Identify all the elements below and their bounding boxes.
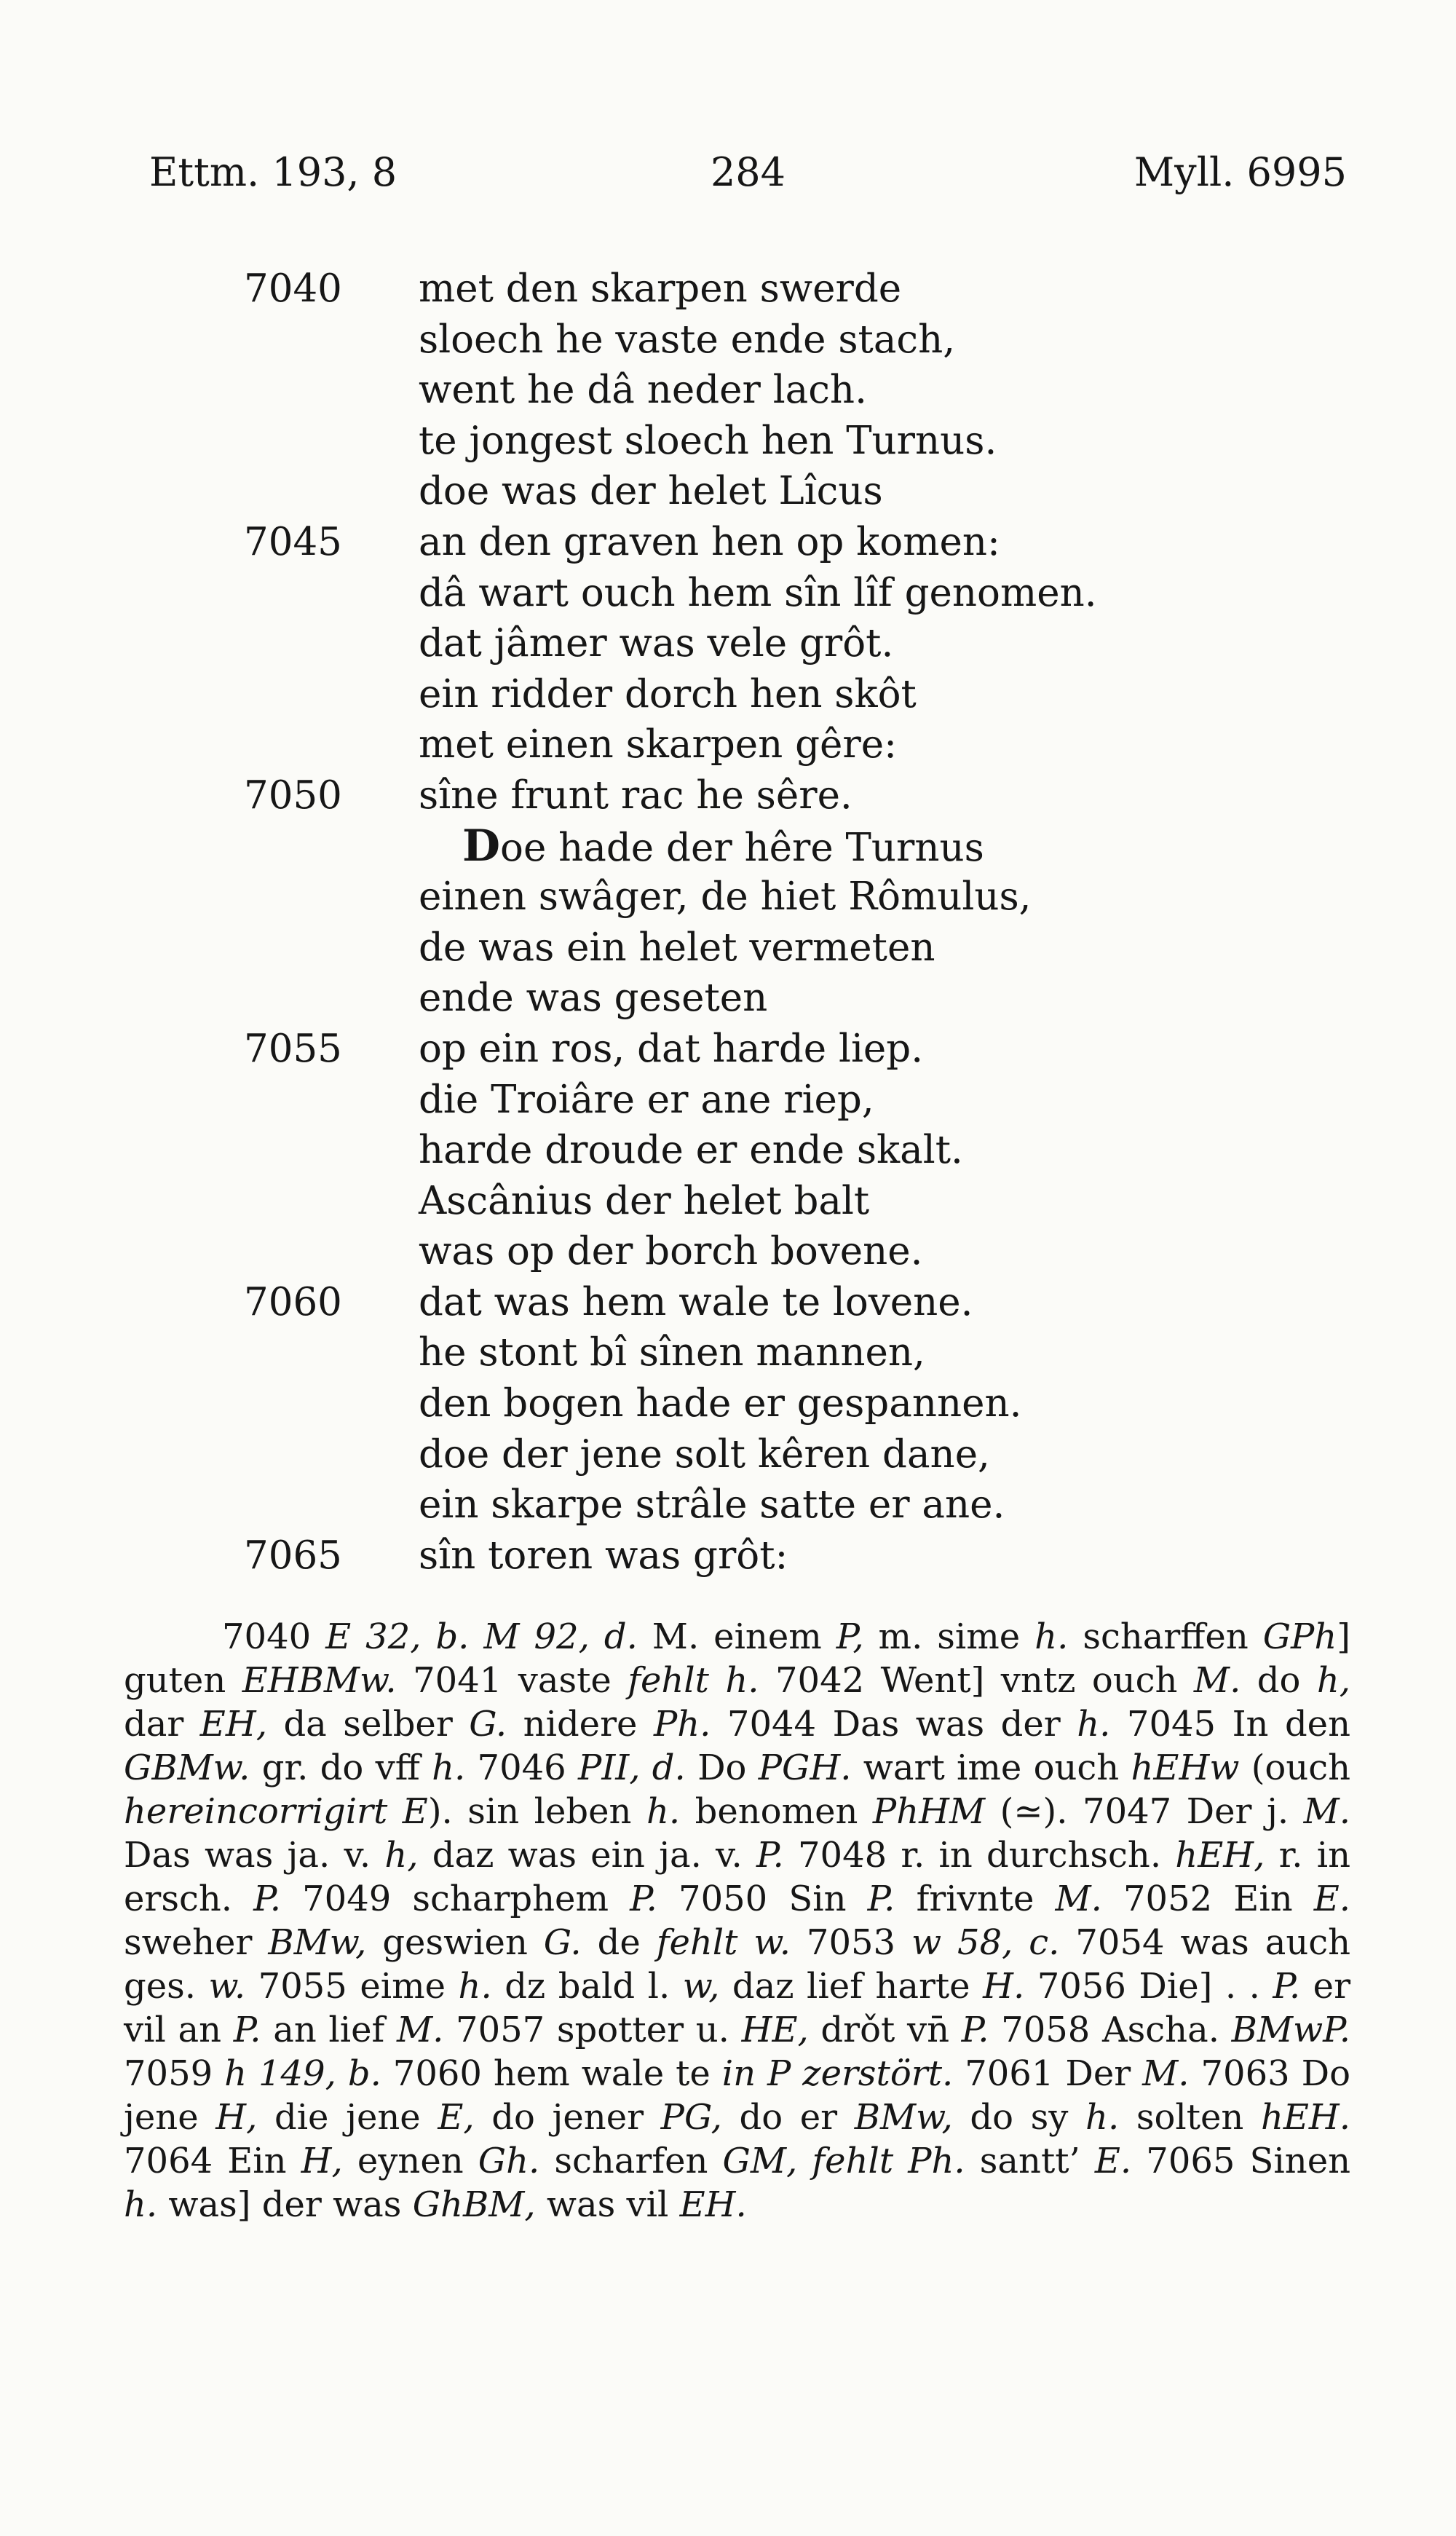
line-number: 7045	[244, 519, 342, 564]
critical-apparatus	[124, 1615, 1350, 2227]
note-text: 7045 In den	[1110, 1704, 1350, 1745]
verse-text	[419, 517, 1000, 568]
note-text: 7060 hem wale te	[381, 2053, 722, 2094]
verse-body: doe der jene solt kêren dane,	[419, 1431, 990, 1477]
verse-text	[419, 1176, 869, 1227]
verse-line	[244, 517, 1380, 568]
verse-text	[419, 264, 901, 315]
siglum: h.	[1034, 1616, 1069, 1657]
siglum: P.	[630, 1879, 657, 1919]
verse-line	[244, 872, 1380, 923]
verse-body: doe was der helet Lîcus	[419, 469, 883, 514]
siglum: BMw,	[268, 1922, 367, 1963]
siglum: Gh.	[478, 2141, 540, 2181]
line-number: 7060	[244, 1279, 342, 1324]
verse-body: was op der borch bovene.	[419, 1229, 923, 1274]
siglum: h.	[1085, 2097, 1120, 2138]
siglum: P,	[836, 1616, 864, 1657]
siglum: hEH.	[1260, 2097, 1351, 2138]
note-text: dar	[124, 1704, 200, 1745]
note-text: Das was ja. v.	[124, 1835, 385, 1876]
siglum: E.	[1094, 2141, 1132, 2181]
verse-body: den bogen hade er gespannen.	[419, 1381, 1022, 1426]
note-text: 7054 was auch ges.	[124, 1922, 1351, 2007]
line-number: 7055	[244, 1026, 342, 1071]
verse-body: oe hade der hêre Turnus	[500, 825, 984, 870]
note-text: santt’	[965, 2141, 1095, 2181]
verse-body: sîne frunt rac he sêre.	[419, 773, 852, 818]
verse-text	[419, 719, 897, 770]
note-text	[797, 2141, 812, 2181]
verse-text	[419, 1327, 925, 1378]
siglum: EH,	[199, 1704, 267, 1745]
note-text: 7063 Do jene	[124, 2053, 1351, 2138]
note-text: die jene	[257, 2097, 438, 2138]
verse-body: met den skarpen swerde	[419, 266, 902, 311]
siglum: H,	[301, 2141, 343, 2181]
note-text: 7059	[124, 2053, 225, 2094]
note-text: an lief	[261, 2010, 397, 2050]
siglum: hEHw	[1131, 1747, 1240, 1788]
verse-text	[419, 669, 917, 720]
siglum: h.	[1077, 1704, 1111, 1745]
verse-line	[244, 568, 1380, 619]
verse-body: einen swâger, de hiet Rômulus,	[419, 874, 1032, 920]
note-text: geswien	[366, 1922, 544, 1963]
siglum: G.	[543, 1922, 582, 1963]
siglum: h.	[124, 2184, 158, 2225]
note-text: benomen	[680, 1791, 873, 1832]
verse-body: te jongest sloech hen Turnus.	[419, 418, 997, 463]
siglum: PGH.	[758, 1747, 852, 1788]
siglum: h.	[458, 1966, 492, 2007]
verse-body: dâ wart ouch hem sîn lîf genomen.	[419, 570, 1097, 615]
note-text: er vil an	[124, 1966, 1351, 2050]
note-text: drǒt vn̄	[808, 2010, 962, 2050]
note-text: 7064 Ein	[124, 2141, 301, 2181]
note-text: 7058 Ascha.	[989, 2010, 1232, 2050]
verse-line	[244, 1327, 1380, 1378]
siglum: fehlt w.	[656, 1922, 791, 1963]
note-text: Do	[685, 1747, 759, 1788]
note-text: 7044 Das was der	[711, 1704, 1077, 1745]
verse-text	[462, 821, 984, 874]
siglum: w.	[208, 1966, 246, 2007]
verse-body: op ein ros, dat harde liep.	[419, 1026, 924, 1071]
note-text: 7042 Went] vntz ouch	[759, 1660, 1194, 1701]
note-text: 7049 scharphem	[281, 1879, 630, 1919]
siglum: H.	[983, 1966, 1025, 2007]
note-text: scharffen	[1068, 1616, 1263, 1657]
siglum: h.	[646, 1791, 681, 1832]
siglum: fehlt h.	[628, 1660, 759, 1701]
note-text: 7055 eime	[245, 1966, 459, 2007]
note-text: 7046	[465, 1747, 579, 1788]
verse-line	[244, 1024, 1380, 1075]
note-text: 7057 spotter u.	[443, 2010, 742, 2050]
verse-line	[244, 1277, 1380, 1328]
siglum: h 149, b.	[224, 2053, 381, 2094]
page-number: 284	[710, 149, 786, 195]
note-text: 7056 Die] . .	[1024, 1966, 1273, 2007]
siglum: EH.	[679, 2184, 747, 2225]
verse-body: met einen skarpen gêre:	[419, 722, 897, 767]
verse-line	[244, 264, 1380, 315]
verse-body: dat jâmer was vele grôt.	[419, 621, 894, 666]
siglum: GPh	[1262, 1616, 1337, 1657]
verse-text	[419, 1226, 923, 1277]
verse-body: die Troiâre er ane riep,	[419, 1077, 874, 1122]
verse-body: he stont bî sînen mannen,	[419, 1330, 925, 1375]
siglum: M.	[396, 2010, 444, 2050]
verse-body: went he dâ neder lach.	[419, 368, 867, 413]
siglum: hEH,	[1175, 1835, 1265, 1876]
verse-text	[419, 872, 1032, 923]
note-text: daz was ein ja. v.	[418, 1835, 756, 1876]
verse-body: Ascânius der helet balt	[419, 1178, 870, 1223]
note-text: 7041 vaste	[396, 1660, 628, 1701]
siglum: M.	[1303, 1791, 1351, 1832]
verse-text	[419, 466, 883, 517]
verse-line	[244, 973, 1380, 1024]
note-text: ] guten	[124, 1616, 1350, 1701]
verse-text	[419, 618, 893, 669]
note-text: sweher	[124, 1922, 269, 1963]
siglum: h,	[1316, 1660, 1351, 1701]
verse-body: sîn toren was grôt:	[419, 1533, 788, 1578]
siglum: GhBM,	[412, 2184, 536, 2225]
siglum: E 32, b. M 92, d.	[325, 1616, 638, 1657]
running-head-left: Ettm. 193, 8	[149, 149, 397, 195]
siglum: in P zerstört.	[721, 2053, 954, 2094]
verse-text	[419, 1378, 1021, 1429]
verse-text	[419, 923, 935, 973]
verse-text	[419, 1530, 788, 1581]
verse-line	[244, 365, 1380, 416]
note-text: 7040	[222, 1616, 326, 1657]
verse-text	[419, 416, 997, 467]
note-text: daz lief harte	[719, 1966, 984, 2007]
siglum: P.	[233, 2010, 261, 2050]
siglum: P.	[1273, 1966, 1301, 2007]
note-text: do	[1241, 1660, 1317, 1701]
note-text: (ouch	[1239, 1747, 1351, 1788]
verse-line	[244, 1429, 1380, 1480]
verse-line	[244, 416, 1380, 467]
note-text: da selber	[266, 1704, 470, 1745]
note-text: 7052 Ein	[1101, 1879, 1314, 1919]
verse-line	[244, 466, 1380, 517]
note-text: solten	[1119, 2097, 1261, 2138]
siglum: M.	[1055, 1879, 1102, 1919]
siglum: fehlt Ph.	[812, 2141, 965, 2181]
verse-body: ende was geseten	[419, 976, 768, 1021]
verse-text	[419, 1480, 1005, 1530]
siglum: PII, d.	[578, 1747, 686, 1788]
verse-list	[244, 264, 1380, 1581]
siglum: P.	[961, 2010, 989, 2050]
note-text: dz bald l.	[491, 1966, 683, 2007]
initial-letter: D	[462, 820, 501, 872]
note-text: wart ime ouch	[851, 1747, 1131, 1788]
verse-body: de was ein helet vermeten	[419, 925, 935, 970]
siglum: w,	[682, 1966, 720, 2007]
note-text: 7050 Sin	[657, 1879, 868, 1919]
siglum: GBMw.	[124, 1747, 250, 1788]
verse-line	[244, 1530, 1380, 1581]
verse-body: ein skarpe strâle satte er ane.	[419, 1482, 1005, 1528]
note-text: do er	[721, 2097, 855, 2138]
verse-body: harde droude er ende skalt.	[419, 1128, 963, 1173]
siglum: M.	[1193, 1660, 1241, 1701]
verse-body: ein ridder dorch hen skôt	[419, 671, 917, 716]
line-number: 7050	[244, 773, 342, 818]
siglum: GM,	[722, 2141, 798, 2181]
note-text: 7061 Der	[953, 2053, 1143, 2094]
verse-line	[244, 1125, 1380, 1176]
note-text: scharfen	[539, 2141, 723, 2181]
siglum: h.	[432, 1747, 466, 1788]
siglum: h,	[384, 1835, 419, 1876]
note-text: de	[581, 1922, 657, 1963]
note-text: eynen	[342, 2141, 478, 2181]
verse-line	[244, 315, 1380, 366]
siglum: PG,	[660, 2097, 722, 2138]
siglum: EHBMw.	[242, 1660, 397, 1701]
siglum: H,	[215, 2097, 258, 2138]
verse-text	[419, 770, 852, 821]
verse-text	[419, 1125, 963, 1176]
line-number: 7065	[244, 1533, 342, 1578]
verse-line	[244, 669, 1380, 720]
verse-line	[244, 1176, 1380, 1227]
siglum: Ph.	[653, 1704, 711, 1745]
verse-line	[244, 618, 1380, 669]
note-text: do jener	[474, 2097, 661, 2138]
verse-body: an den graven hen op komen:	[419, 519, 1000, 564]
verse-line	[244, 1075, 1380, 1126]
note-text: was] der was	[157, 2184, 413, 2225]
verse-text	[419, 973, 767, 1024]
siglum: BMw,	[854, 2097, 953, 2138]
note-text: 7065 Sinen	[1131, 2141, 1351, 2181]
note-text: ). sin leben	[427, 1791, 646, 1832]
siglum: G.	[469, 1704, 507, 1745]
verse-body: dat was hem wale te lovene.	[419, 1279, 973, 1324]
note-text: gr. do vff	[250, 1747, 432, 1788]
page-header	[149, 149, 1347, 215]
verse-line	[244, 923, 1380, 973]
note-text: do sy	[952, 2097, 1086, 2138]
verse-text	[419, 1277, 973, 1328]
siglum: HE,	[741, 2010, 809, 2050]
verse-text	[419, 365, 867, 416]
verse-line	[244, 1226, 1380, 1277]
note-text: 7053	[791, 1922, 912, 1963]
running-head-right: Myll. 6995	[1133, 149, 1347, 195]
verse-body: sloech he vaste ende stach,	[419, 317, 956, 362]
verse-line	[244, 770, 1380, 821]
siglum: BMwP.	[1231, 2010, 1350, 2050]
verse-line	[244, 1378, 1380, 1429]
verse-text	[419, 1024, 923, 1075]
verse-text	[419, 1075, 874, 1126]
siglum: w 58, c.	[911, 1922, 1060, 1963]
note-text: m. sime	[863, 1616, 1035, 1657]
note-text: (≃). 7047 Der j.	[985, 1791, 1304, 1832]
note-text: was vil	[535, 2184, 680, 2225]
verse-line	[244, 821, 1380, 872]
verse-text	[419, 568, 1097, 619]
note-text: frivnte	[895, 1879, 1056, 1919]
verse-line	[244, 1480, 1380, 1530]
note-text: r. in ersch.	[124, 1835, 1351, 1919]
note-text: 7048 r. in durchsch.	[783, 1835, 1176, 1876]
siglum: M.	[1142, 2053, 1190, 2094]
siglum: PhHM	[872, 1791, 986, 1832]
verse-text	[419, 1429, 990, 1480]
verse-line	[244, 719, 1380, 770]
siglum: P.	[756, 1835, 784, 1876]
siglum: hereincorrigirt E	[124, 1791, 428, 1832]
siglum: P.	[867, 1879, 895, 1919]
line-number: 7040	[244, 266, 342, 311]
siglum: E,	[438, 2097, 475, 2138]
verse-text	[419, 315, 955, 366]
note-text: nidere	[507, 1704, 654, 1745]
siglum: P.	[253, 1879, 281, 1919]
note-text: M. einem	[637, 1616, 836, 1657]
siglum: E.	[1313, 1879, 1351, 1919]
